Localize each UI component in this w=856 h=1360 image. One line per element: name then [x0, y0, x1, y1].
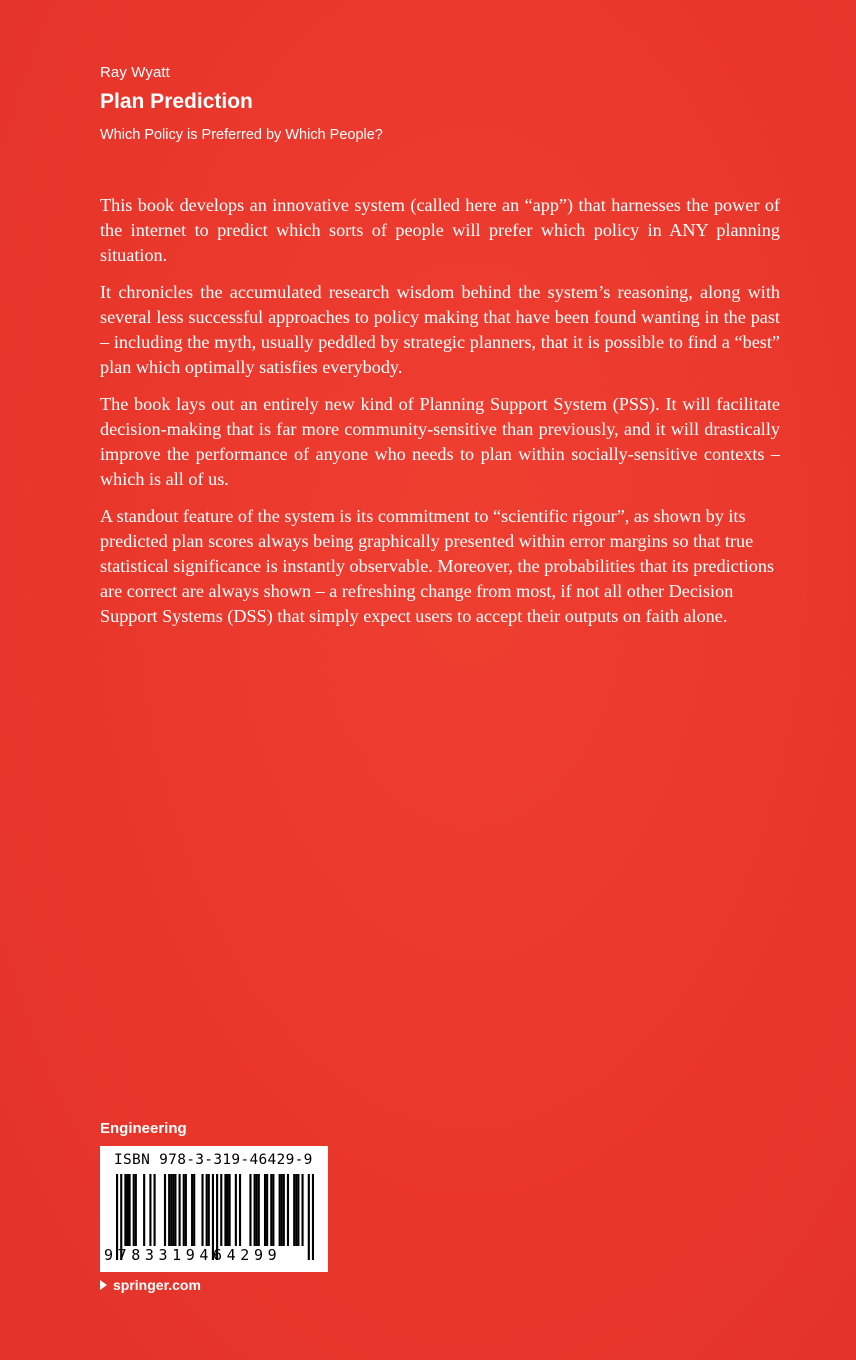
publisher-link[interactable]	[100, 1277, 201, 1293]
barcode-bar	[143, 1174, 145, 1246]
barcode-bar	[126, 1174, 128, 1246]
barcode-bar	[235, 1174, 237, 1246]
barcode-bar	[170, 1174, 172, 1246]
barcode-bar	[239, 1174, 241, 1246]
barcode-bar	[229, 1174, 231, 1246]
barcode-bar	[208, 1174, 210, 1246]
barcode-bar	[172, 1174, 174, 1246]
barcode-bar	[224, 1174, 226, 1246]
barcode	[100, 1146, 328, 1272]
blurb	[100, 193, 780, 641]
blurb-paragraph: This book develops an innovative system (called here an “app”) that harnesses the power of the internet to predict which sorts of people will prefer which policy in ANY planning situation.	[100, 195, 780, 265]
barcode-bar	[129, 1174, 131, 1246]
arrow-right-icon	[100, 1280, 107, 1290]
barcode-bar	[270, 1174, 272, 1246]
author-name: Ray Wyatt	[100, 64, 170, 81]
blurb-paragraph: The book lays out an entirely new kind of Planning Support System (PSS). It will facilitate decision-making that is far more community-sensitive than previously, and it will drastically improve the performance of anyone who needs to plan within socially-sensitive contexts – which is all of us.	[100, 394, 780, 489]
barcode-bar	[256, 1174, 258, 1246]
book-subtitle: Which Policy is Preferred by Which People?	[100, 127, 383, 143]
barcode-bar	[283, 1174, 285, 1246]
barcode-bar	[168, 1174, 170, 1246]
barcode-bar	[154, 1174, 156, 1246]
isbn-label: ISBN 978-3-319-46429-9	[114, 1152, 313, 1168]
barcode-bar	[201, 1174, 203, 1246]
barcode-bar	[254, 1174, 256, 1246]
barcode-bar	[287, 1174, 289, 1246]
barcode-bar	[193, 1174, 195, 1246]
barcode-bar	[185, 1174, 187, 1246]
publisher-label: springer.com	[113, 1277, 201, 1293]
barcode-bar	[258, 1174, 260, 1246]
barcode-bar	[183, 1174, 185, 1246]
barcode-bar	[135, 1174, 137, 1246]
barcode-bar	[295, 1174, 297, 1246]
barcode-bar	[297, 1174, 299, 1246]
barcode-bar	[312, 1174, 314, 1260]
barcode-bar	[301, 1174, 303, 1246]
barcode-bar	[266, 1174, 268, 1246]
barcode-bar	[133, 1174, 135, 1246]
book-title: Plan Prediction	[100, 90, 253, 113]
barcode-bar	[279, 1174, 281, 1246]
barcode-bar	[293, 1174, 295, 1246]
barcode-bar	[264, 1174, 266, 1246]
barcode-bar	[220, 1174, 222, 1246]
barcode-bar	[191, 1174, 193, 1246]
barcode-bar	[179, 1174, 181, 1246]
barcode-bar	[226, 1174, 228, 1246]
barcode-bar	[149, 1174, 151, 1246]
barcode-bar	[308, 1174, 310, 1260]
barcode-bar	[206, 1174, 208, 1246]
blurb-paragraph: A standout feature of the system is its commitment to “scientific rigour”, as shown by its predicted plan scores always being graphically presented within error margins so that true statistical significance is instantly observable. Moreover, the probabilities that its predictions are correct are always shown – a refreshing change from most, if not all other Decision Support Systems (DSS) that simply expect users to accept their outputs on faith alone.	[100, 506, 775, 626]
barcode-bar	[164, 1174, 166, 1246]
subject-category: Engineering	[100, 1120, 187, 1137]
barcode-bar	[249, 1174, 251, 1246]
blurb-paragraph: It chronicles the accumulated research wisdom behind the system’s reasoning, along with several less successful approaches to policy making that have been found wanting in the past – including the myth, usually peddled by strategic planners, that it is possible to find a “best” plan which optimally satisfies everybody.	[100, 282, 780, 377]
ean-digits: 9783319464299	[104, 1246, 282, 1264]
barcode-bar	[272, 1174, 274, 1246]
barcode-bar	[281, 1174, 283, 1246]
barcode-bar	[174, 1174, 176, 1246]
barcode-bar	[124, 1174, 126, 1246]
